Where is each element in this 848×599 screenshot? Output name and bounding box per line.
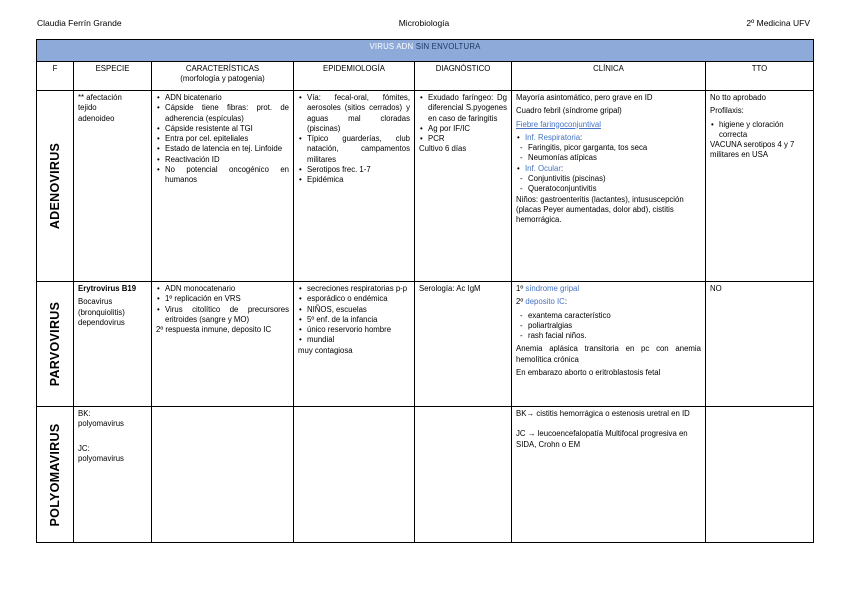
- family-cell: [37, 282, 74, 407]
- parvo-especie-title: Erytrovirus B19: [78, 284, 137, 293]
- polyoma-diag: [415, 407, 512, 543]
- clin-prefix: 1º: [516, 284, 526, 293]
- polyoma-tto: [706, 407, 814, 543]
- col-caract-sub: (morfología y patogenia): [180, 74, 265, 84]
- parvo-epid-extra: muy contagiosa: [298, 345, 353, 355]
- adeno-caract: [152, 91, 294, 282]
- parvo-clinica: [512, 282, 706, 407]
- list-item: • 1º replicación en VRS: [165, 294, 289, 304]
- parvo-caract-extra: 2º respuesta inmune, deposito IC: [156, 325, 272, 335]
- polyoma-clinica: [512, 407, 706, 543]
- table-title: [37, 40, 814, 62]
- list-item: • Cápside resistente al TGI: [165, 124, 289, 134]
- list-item: - Conjuntivitis (piscinas): [528, 174, 701, 184]
- list-item: - rash facial niños.: [528, 331, 701, 341]
- tto-text: No tto aprobado: [710, 93, 766, 102]
- list-item: • secreciones respiratorias p-p: [307, 284, 410, 294]
- col-epidemiologia: EPIDEMIOLOGÍA: [294, 62, 415, 91]
- parvo-diag: [415, 282, 512, 407]
- row-adenovirus: [37, 91, 814, 282]
- parvo-especie-line: Bocavirus: [78, 297, 113, 307]
- list-item: • Vía: fecal-oral, fómites, aerosoles (sitios cerrados) y aguas mal cloradas (piscinas): [307, 93, 410, 134]
- parvo-caract: [152, 282, 294, 407]
- col-especie: ESPECIE: [74, 62, 152, 91]
- adeno-diag-cultivo: Cultivo 6 días: [419, 144, 467, 154]
- list-item: • Estado de latencia en tej. Linfoide: [165, 144, 289, 154]
- list-item: • Inf. Ocular:: [525, 164, 701, 174]
- parvo-especie-line: (bronquiolitis): [78, 307, 125, 317]
- header-course: 2º Medicina UFV: [746, 18, 810, 28]
- list-item: • Ag por IF/IC: [428, 124, 507, 134]
- list-item: • Virus citolítico de precursores eritroides (sangre y MO): [165, 305, 289, 326]
- adeno-especie: [74, 91, 152, 282]
- list-item: • Reactivación ID: [165, 155, 289, 165]
- family-cell: [37, 407, 74, 543]
- clin-link-text: Fiebre faringoconjuntival: [516, 119, 601, 129]
- list-item: - poliartralgias: [528, 321, 701, 331]
- list-item: • Entra por cel. epiteliales: [165, 134, 289, 144]
- polyoma-especie-line: BK:: [78, 409, 91, 418]
- clin-text: Niños: gastroenteritis (lactantes), intususcepción (placas Peyer aumentadas, dolor abd), cistitis hemorrágica.: [516, 194, 684, 225]
- list-item: • NIÑOS, escuelas: [307, 305, 410, 315]
- family-cell: [37, 91, 74, 282]
- list-item: • 5º enf. de la infancia: [307, 315, 410, 325]
- parvo-especie: [74, 282, 152, 407]
- family-polyomavirus: POLYOMAVIRUS: [47, 423, 62, 526]
- list-item: • No potencial oncogénico en humanos: [165, 165, 289, 186]
- list-item: • esporádico o endémica: [307, 294, 410, 304]
- list-item: • ADN bicatenario: [165, 93, 289, 103]
- adeno-especie-line: tejido: [78, 103, 97, 113]
- adeno-clinica: [512, 91, 706, 282]
- parvo-epid: [294, 282, 415, 407]
- parvo-tto: [706, 282, 814, 407]
- clin-text: [516, 297, 701, 307]
- polyoma-caract: [152, 407, 294, 543]
- clin-prefix: 2º: [516, 297, 526, 307]
- polyoma-especie-line: JC:: [78, 443, 90, 453]
- header-author: Claudia Ferrín Grande: [37, 18, 122, 28]
- parvo-diag-text: Serología: Ac IgM: [419, 284, 481, 293]
- col-diagnostico: DIAGNÓSTICO: [415, 62, 512, 91]
- clin-highlight: síndrome gripal: [525, 284, 580, 293]
- adeno-especie-line: ** afectación: [78, 93, 122, 102]
- clin-text: Mayoría asintomático, pero grave en ID: [516, 93, 653, 102]
- list-item: • Cápside tiene fibras: prot. de adherencia (espículas): [165, 103, 289, 124]
- resp-label: Inf. Respiratoria: [525, 132, 581, 142]
- polyoma-especie-line: polyomavirus: [78, 453, 124, 463]
- clin-highlight: deposito IC: [525, 297, 565, 307]
- title-part2: SIN ENVOLTURA: [415, 42, 481, 51]
- parvo-tto-text: NO: [710, 284, 722, 293]
- clin-suffix: :: [564, 297, 567, 307]
- clin-text: [516, 284, 701, 294]
- clin-text: Cuadro febril (síndrome gripal): [516, 106, 622, 116]
- list-item: • ADN monocatenario: [165, 284, 289, 294]
- tto-text: VACUNA serotipos 4 y 7 militares en USA: [710, 140, 795, 160]
- parvo-especie-line: dependovirus: [78, 317, 125, 327]
- adeno-diag: [415, 91, 512, 282]
- adeno-epid: [294, 91, 415, 282]
- family-parvovirus: PARVOVIRUS: [47, 301, 62, 387]
- list-item: - Faringitis, picor garganta, tos seca: [528, 143, 701, 153]
- ocular-label: Inf. Ocular: [525, 163, 561, 173]
- adeno-tto: [706, 91, 814, 282]
- list-item: • único reservorio hombre: [307, 325, 410, 335]
- virus-table: [36, 39, 814, 543]
- col-tto: TTO: [706, 62, 814, 91]
- list-item: • higiene y cloración correcta: [719, 120, 809, 141]
- adeno-especie-line: adenoideo: [78, 113, 115, 123]
- clin-text: En embarazo aborto o eritroblastosis fetal: [516, 367, 661, 377]
- polyoma-especie: [74, 407, 152, 543]
- col-caracteristicas: [152, 62, 294, 91]
- tto-text: Profilaxis:: [710, 106, 744, 116]
- polyoma-especie-line: polyomavirus: [78, 419, 124, 429]
- list-item: - Queratoconjuntivitis: [528, 184, 701, 194]
- clin-text: JC → leucoencefalopatía Multifocal progresiva en SIDA, Crohn o EM: [516, 429, 688, 449]
- list-item: - Neumonías atípicas: [528, 153, 701, 163]
- clin-text: Anemia aplásica transitoria en pc con anemia hemolítica crónica: [516, 344, 701, 364]
- row-polyomavirus: [37, 407, 814, 543]
- col-f: F: [37, 62, 74, 91]
- list-item: • PCR: [428, 134, 507, 144]
- col-clinica: CLÍNICA: [512, 62, 706, 91]
- col-caract-title: CARACTERÍSTICAS: [185, 64, 260, 73]
- list-item: • Exudado faríngeo: Dg diferencial S.pyogenes en caso de faringitis: [428, 93, 507, 124]
- list-item: • Serotipos frec. 1-7: [307, 165, 410, 175]
- family-adenovirus: ADENOVIRUS: [47, 142, 62, 230]
- clin-text: BK→ cistitis hemorrágica o estenosis uretral en ID: [516, 409, 690, 418]
- list-item: • Epidémica: [307, 175, 410, 185]
- list-item: • Inf. Respiratoria:: [525, 133, 701, 143]
- list-item: • Típico guarderías, club natación, campamentos militares: [307, 134, 410, 165]
- row-parvovirus: [37, 282, 814, 407]
- header-subject: Microbiología: [398, 18, 450, 28]
- list-item: • mundial: [307, 335, 410, 345]
- polyoma-epid: [294, 407, 415, 543]
- list-item: - exantema característico: [528, 311, 701, 321]
- title-part1: VIRUS ADN: [369, 42, 414, 51]
